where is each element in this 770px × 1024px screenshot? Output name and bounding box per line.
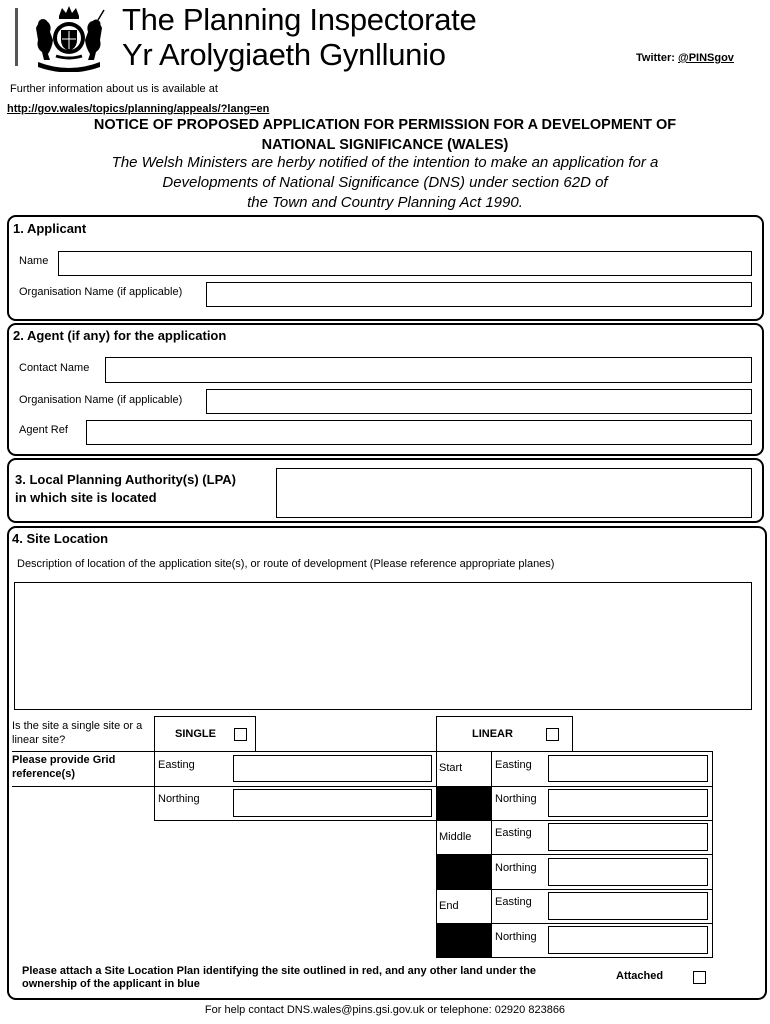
middle-label: Middle bbox=[439, 831, 472, 843]
grid-reference-label-line2: reference(s) bbox=[12, 768, 75, 780]
attached-checkbox[interactable] bbox=[693, 971, 706, 984]
royal-coat-of-arms-logo bbox=[26, 4, 112, 72]
applicant-name-input[interactable] bbox=[58, 251, 752, 276]
agent-org-label: Organisation Name (if applicable) bbox=[19, 394, 183, 406]
applicant-org-input[interactable] bbox=[206, 282, 752, 307]
start-easting-label: Easting bbox=[495, 759, 532, 771]
single-label: SINGLE bbox=[175, 728, 216, 740]
middle-easting-input[interactable] bbox=[548, 823, 708, 851]
agent-section-title: 2. Agent (if any) for the application bbox=[13, 328, 227, 343]
grid-reference-label bbox=[12, 753, 115, 781]
start-label: Start bbox=[439, 762, 463, 774]
org-name-welsh: Yr Arolygiaeth Gynllunio bbox=[122, 37, 446, 72]
header-divider bbox=[15, 8, 18, 66]
agent-ref-label: Agent Ref bbox=[19, 424, 68, 436]
end-label: End bbox=[439, 900, 459, 912]
applicant-name-label: Name bbox=[19, 255, 49, 267]
site-type-question bbox=[12, 719, 142, 747]
agent-contact-label: Contact Name bbox=[19, 362, 90, 374]
notice-title-line2: NATIONAL SIGNIFICANCE (WALES) bbox=[261, 137, 509, 153]
grid-reference-label-line1: Please provide Grid bbox=[12, 754, 116, 766]
end-easting-input[interactable] bbox=[548, 892, 708, 920]
info-text: Further information about us is available at bbox=[10, 83, 218, 95]
single-easting-label: Easting bbox=[158, 759, 195, 771]
start-northing-label: Northing bbox=[495, 793, 537, 805]
applicant-section-title: 1. Applicant bbox=[13, 221, 87, 236]
site-type-question-line1: Is the site a single site or a bbox=[12, 720, 143, 732]
end-easting-label: Easting bbox=[495, 896, 532, 908]
linear-label: LINEAR bbox=[472, 728, 513, 740]
lpa-section-title-line1: 3. Local Planning Authority(s) (LPA) bbox=[15, 472, 236, 487]
agent-contact-input[interactable] bbox=[105, 357, 752, 383]
start-northing-input[interactable] bbox=[548, 789, 708, 817]
intro-line1: The Welsh Ministers are herby notified of the intention to make an application for a bbox=[111, 154, 659, 171]
site-type-question-line2: linear site? bbox=[12, 734, 66, 746]
attached-label: Attached bbox=[616, 970, 664, 982]
end-northing-input[interactable] bbox=[548, 926, 708, 954]
applicant-org-label: Organisation Name (if applicable) bbox=[19, 286, 183, 298]
twitter-info bbox=[636, 52, 734, 64]
attach-plan-text-line2: ownership of the applicant in blue bbox=[22, 978, 200, 990]
info-url-link[interactable]: http://gov.wales/topics/planning/appeals/?lang=en bbox=[7, 103, 270, 115]
lpa-section-title-line2: in which site is located bbox=[15, 490, 157, 505]
org-name-english: The Planning Inspectorate bbox=[122, 2, 477, 37]
middle-northing-label: Northing bbox=[495, 862, 537, 874]
middle-easting-label: Easting bbox=[495, 827, 532, 839]
notice-title-line1: NOTICE OF PROPOSED APPLICATION FOR PERMISSION FOR A DEVELOPMENT OF bbox=[93, 117, 677, 133]
single-easting-input[interactable] bbox=[233, 755, 432, 782]
single-northing-label: Northing bbox=[158, 793, 200, 805]
single-northing-input[interactable] bbox=[233, 789, 432, 817]
agent-org-input[interactable] bbox=[206, 389, 752, 414]
site-description-label: Description of location of the application site(s), or route of development (Please reference appropriate planes) bbox=[17, 558, 555, 570]
linear-checkbox[interactable] bbox=[546, 728, 559, 741]
agent-ref-input[interactable] bbox=[86, 420, 752, 445]
attach-plan-text bbox=[22, 965, 536, 991]
help-contact-footer: For help contact DNS.wales@pins.gsi.gov.uk or telephone: 02920 823866 bbox=[204, 1004, 566, 1016]
single-checkbox[interactable] bbox=[234, 728, 247, 741]
twitter-label: Twitter: bbox=[636, 52, 678, 64]
intro-line3: the Town and Country Planning Act 1990. bbox=[247, 194, 523, 211]
middle-northing-input[interactable] bbox=[548, 858, 708, 886]
end-shaded-cell bbox=[437, 924, 491, 957]
lpa-input[interactable] bbox=[276, 468, 752, 518]
twitter-link[interactable]: @PINSgov bbox=[677, 52, 734, 64]
site-location-title: 4. Site Location bbox=[12, 531, 109, 546]
attach-plan-text-line1: Please attach a Site Location Plan identifying the site outlined in red, and any other land under the bbox=[22, 965, 537, 977]
middle-shaded-cell bbox=[437, 855, 491, 889]
site-description-textarea[interactable] bbox=[14, 582, 752, 710]
start-shaded-cell bbox=[437, 787, 491, 820]
intro-line2: Developments of National Significance (DNS) under section 62D of bbox=[162, 174, 608, 191]
end-northing-label: Northing bbox=[495, 931, 537, 943]
start-easting-input[interactable] bbox=[548, 755, 708, 782]
